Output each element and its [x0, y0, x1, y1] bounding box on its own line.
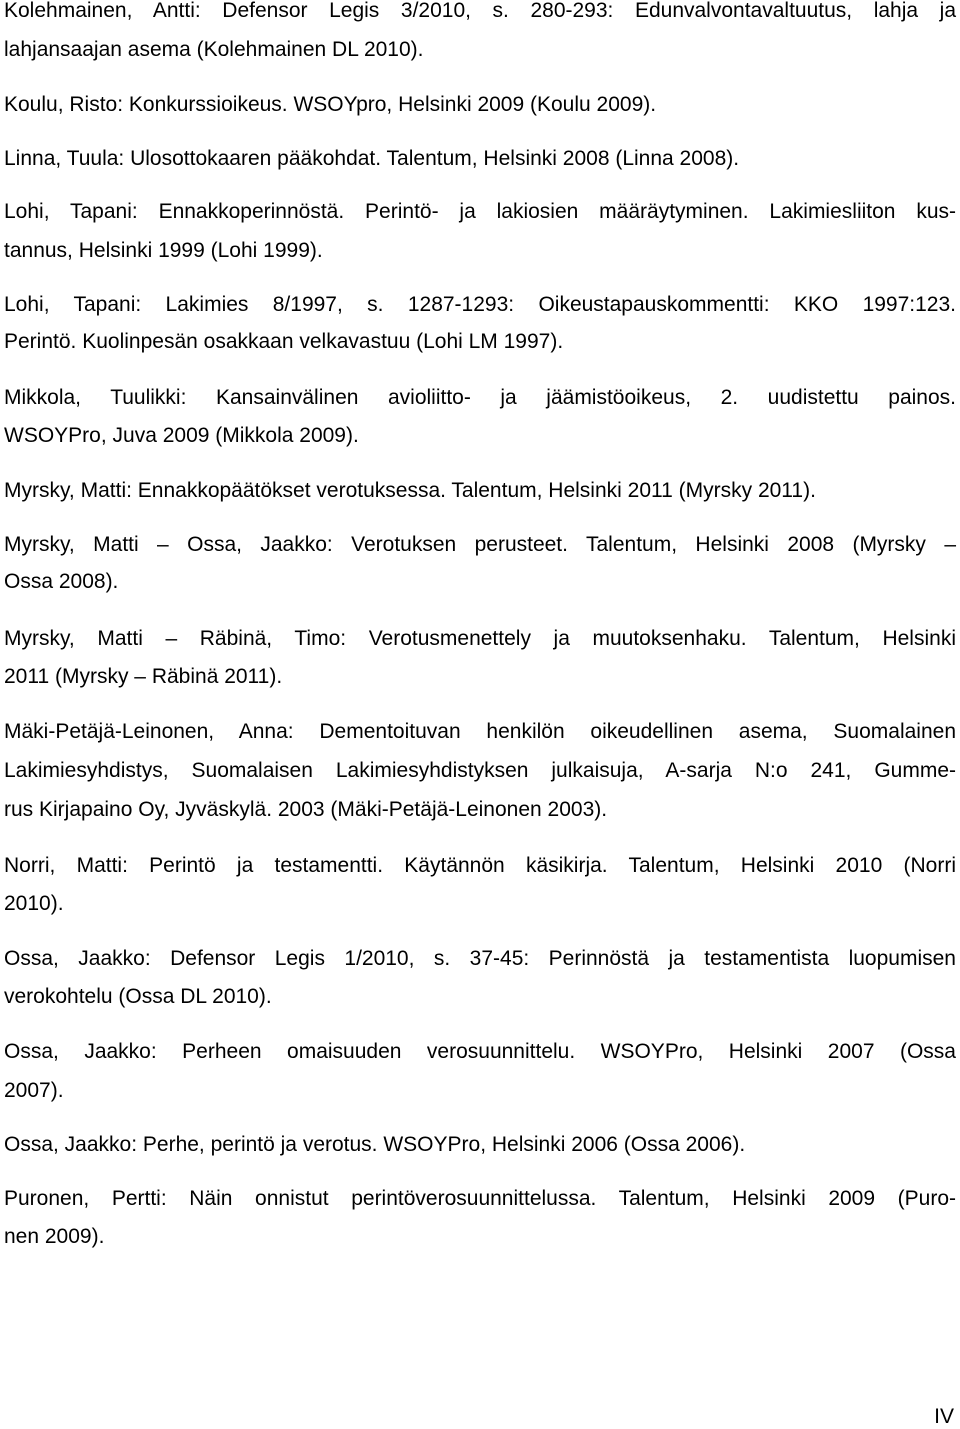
reference-line: Kolehmainen, Antti: Defensor Legis 3/2010, s. 280-293: Edunvalvontavaltuutus, lahja ja [4, 0, 956, 22]
reference-line: WSOYPro, Juva 2009 (Mikkola 2009). [4, 424, 359, 447]
reference-line: Myrsky, Matti – Ossa, Jaakko: Verotuksen perusteet. Talentum, Helsinki 2008 (Myrsky – [4, 533, 956, 556]
reference-line: Mäki-Petäjä-Leinonen, Anna: Dementoituvan henkilön oikeudellinen asema, Suomalainen [4, 720, 956, 743]
reference-line: Lohi, Tapani: Ennakkoperinnöstä. Perintö- ja lakiosien määräytyminen. Lakimiesliiton kus- [4, 200, 956, 223]
page-number: IV [934, 1405, 954, 1428]
reference-line: Norri, Matti: Perintö ja testamentti. Käytännön käsikirja. Talentum, Helsinki 2010 (Norri [4, 854, 956, 877]
reference-line: tannus, Helsinki 1999 (Lohi 1999). [4, 239, 323, 262]
reference-line: Myrsky, Matti – Räbinä, Timo: Verotusmenettely ja muutoksenhaku. Talentum, Helsinki [4, 627, 956, 650]
reference-line: Ossa, Jaakko: Defensor Legis 1/2010, s. 37-45: Perinnöstä ja testamentista luopumisen [4, 947, 956, 970]
reference-line: Myrsky, Matti: Ennakkopäätökset verotuksessa. Talentum, Helsinki 2011 (Myrsky 2011). [4, 479, 816, 502]
reference-line: nen 2009). [4, 1225, 105, 1248]
reference-line: 2010). [4, 892, 64, 915]
reference-line: 2007). [4, 1079, 64, 1102]
reference-line: Ossa, Jaakko: Perhe, perintö ja verotus. WSOYPro, Helsinki 2006 (Ossa 2006). [4, 1133, 746, 1156]
reference-line: Perintö. Kuolinpesän osakkaan velkavastuu (Lohi LM 1997). [4, 330, 564, 353]
reference-line: Linna, Tuula: Ulosottokaaren pääkohdat. Talentum, Helsinki 2008 (Linna 2008). [4, 147, 740, 170]
reference-line: Ossa, Jaakko: Perheen omaisuuden verosuunnittelu. WSOYPro, Helsinki 2007 (Ossa [4, 1040, 956, 1063]
reference-line: verokohtelu (Ossa DL 2010). [4, 985, 272, 1008]
reference-line: Mikkola, Tuulikki: Kansainvälinen avioliitto- ja jäämistöoikeus, 2. uudistettu painos. [4, 386, 956, 409]
reference-line: Lohi, Tapani: Lakimies 8/1997, s. 1287-1293: Oikeustapauskommentti: KKO 1997:123. [4, 293, 956, 316]
reference-line: Ossa 2008). [4, 570, 119, 593]
reference-line: 2011 (Myrsky – Räbinä 2011). [4, 665, 283, 688]
reference-line: lahjansaajan asema (Kolehmainen DL 2010). [4, 38, 424, 61]
reference-line: Puronen, Pertti: Näin onnistut perintöverosuunnittelussa. Talentum, Helsinki 2009 (Puro- [4, 1187, 956, 1210]
reference-line: Koulu, Risto: Konkurssioikeus. WSOYpro, Helsinki 2009 (Koulu 2009). [4, 93, 657, 116]
reference-line: Lakimiesyhdistys, Suomalaisen Lakimiesyhdistyksen julkaisuja, A-sarja N:o 241, Gumme- [4, 759, 956, 782]
reference-line: rus Kirjapaino Oy, Jyväskylä. 2003 (Mäki-Petäjä-Leinonen 2003). [4, 798, 608, 821]
